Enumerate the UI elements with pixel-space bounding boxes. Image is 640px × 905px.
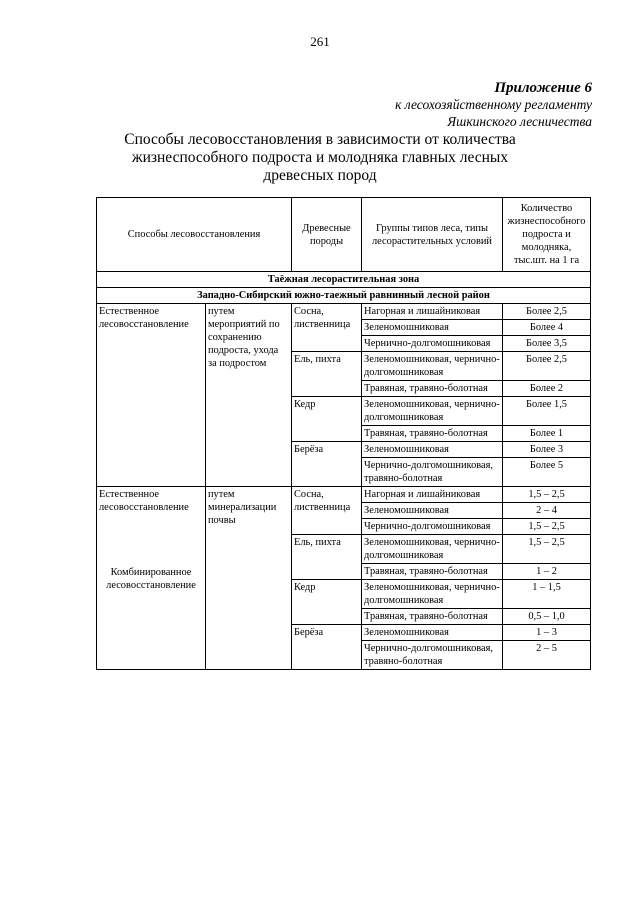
qty-cell: 1,5 – 2,5 bbox=[503, 535, 591, 564]
species-cell: Берёза bbox=[292, 625, 362, 670]
qty-cell: 1 – 1,5 bbox=[503, 580, 591, 609]
qty-cell: 2 – 4 bbox=[503, 503, 591, 519]
group-cell: Травяная, травяно-болотная bbox=[362, 381, 503, 397]
qty-cell: Более 1,5 bbox=[503, 397, 591, 426]
appendix-forestry: Яшкинского лесничества bbox=[447, 114, 592, 129]
header-species: Древесные породы bbox=[292, 198, 362, 272]
group-cell: Чернично-долгомошниковая bbox=[362, 519, 503, 535]
species-cell: Сосна, лиственница bbox=[292, 304, 362, 352]
species-cell: Кедр bbox=[292, 580, 362, 625]
title-line: Способы лесовосстановления в зависимости от количества bbox=[124, 131, 516, 148]
title-line: жизнеспособного подроста и молодняка главных лесных bbox=[131, 149, 509, 166]
section2-method-natural: Естественное лесовосстановление bbox=[99, 489, 189, 513]
qty-cell: Более 3 bbox=[503, 442, 591, 458]
qty-cell: Более 2,5 bbox=[503, 352, 591, 381]
zone-row: Таёжная лесорастительная зона bbox=[97, 272, 591, 288]
appendix-label: Приложение 6 bbox=[494, 80, 592, 96]
group-cell: Травяная, травяно-болотная bbox=[362, 564, 503, 580]
species-cell: Ель, пихта bbox=[292, 352, 362, 397]
group-cell: Зеленомошниковая bbox=[362, 625, 503, 641]
qty-cell: 1 – 3 bbox=[503, 625, 591, 641]
species-cell: Сосна, лиственница bbox=[292, 487, 362, 535]
group-cell: Чернично-долгомошниковая, травяно-болотная bbox=[362, 458, 503, 487]
page-number: 261 bbox=[310, 34, 330, 49]
group-cell: Зеленомошниковая bbox=[362, 320, 503, 336]
qty-cell: 0,5 – 1,0 bbox=[503, 609, 591, 625]
section2-method-combined: Комбинированное лесовосстановление bbox=[106, 567, 196, 591]
species-cell: Ель, пихта bbox=[292, 535, 362, 580]
group-cell: Нагорная и лишайниковая bbox=[362, 304, 503, 320]
group-cell: Зеленомошниковая, чернично-долгомошниковая bbox=[362, 580, 503, 609]
header-method: Способы лесовосстановления bbox=[97, 198, 292, 272]
qty-cell: 1,5 – 2,5 bbox=[503, 519, 591, 535]
group-cell: Зеленомошниковая, чернично-долгомошниковая bbox=[362, 352, 503, 381]
qty-cell: Более 3,5 bbox=[503, 336, 591, 352]
qty-cell: 2 – 5 bbox=[503, 641, 591, 670]
section2-method bbox=[97, 487, 206, 670]
qty-cell: Более 1 bbox=[503, 426, 591, 442]
section2-means: путем минерализации почвы bbox=[206, 487, 292, 670]
qty-cell: 1 – 2 bbox=[503, 564, 591, 580]
group-cell: Зеленомошниковая, чернично-долгомошниковая bbox=[362, 535, 503, 564]
group-cell: Нагорная и лишайниковая bbox=[362, 487, 503, 503]
qty-cell: Более 2,5 bbox=[503, 304, 591, 320]
group-cell: Чернично-долгомошниковая bbox=[362, 336, 503, 352]
group-cell: Зеленомошниковая bbox=[362, 442, 503, 458]
region-row: Западно-Сибирский южно-таежный равнинный лесной район bbox=[97, 288, 591, 304]
document-title bbox=[0, 131, 640, 185]
qty-cell: Более 5 bbox=[503, 458, 591, 487]
qty-cell: Более 4 bbox=[503, 320, 591, 336]
section1-method: Естественное лесовосстановление bbox=[97, 304, 206, 487]
group-cell: Зеленомошниковая bbox=[362, 503, 503, 519]
appendix-subtitle: к лесохозяйственному регламенту bbox=[395, 97, 592, 112]
section1-means: путем мероприятий по сохранению подроста, ухода за подростом bbox=[206, 304, 292, 487]
header-quantity: Количество жизнеспособного подроста и молодняка, тыс.шт. на 1 га bbox=[503, 198, 591, 272]
group-cell: Травяная, травяно-болотная bbox=[362, 609, 503, 625]
qty-cell: 1,5 – 2,5 bbox=[503, 487, 591, 503]
species-cell: Берёза bbox=[292, 442, 362, 487]
title-line: древесных пород bbox=[263, 167, 377, 184]
species-cell: Кедр bbox=[292, 397, 362, 442]
group-cell: Травяная, травяно-болотная bbox=[362, 426, 503, 442]
group-cell: Зеленомошниковая, чернично-долгомошниковая bbox=[362, 397, 503, 426]
qty-cell: Более 2 bbox=[503, 381, 591, 397]
header-groups: Группы типов леса, типы лесорастительных условий bbox=[362, 198, 503, 272]
reforestation-table bbox=[96, 197, 591, 670]
group-cell: Чернично-долгомошниковая, травяно-болотная bbox=[362, 641, 503, 670]
